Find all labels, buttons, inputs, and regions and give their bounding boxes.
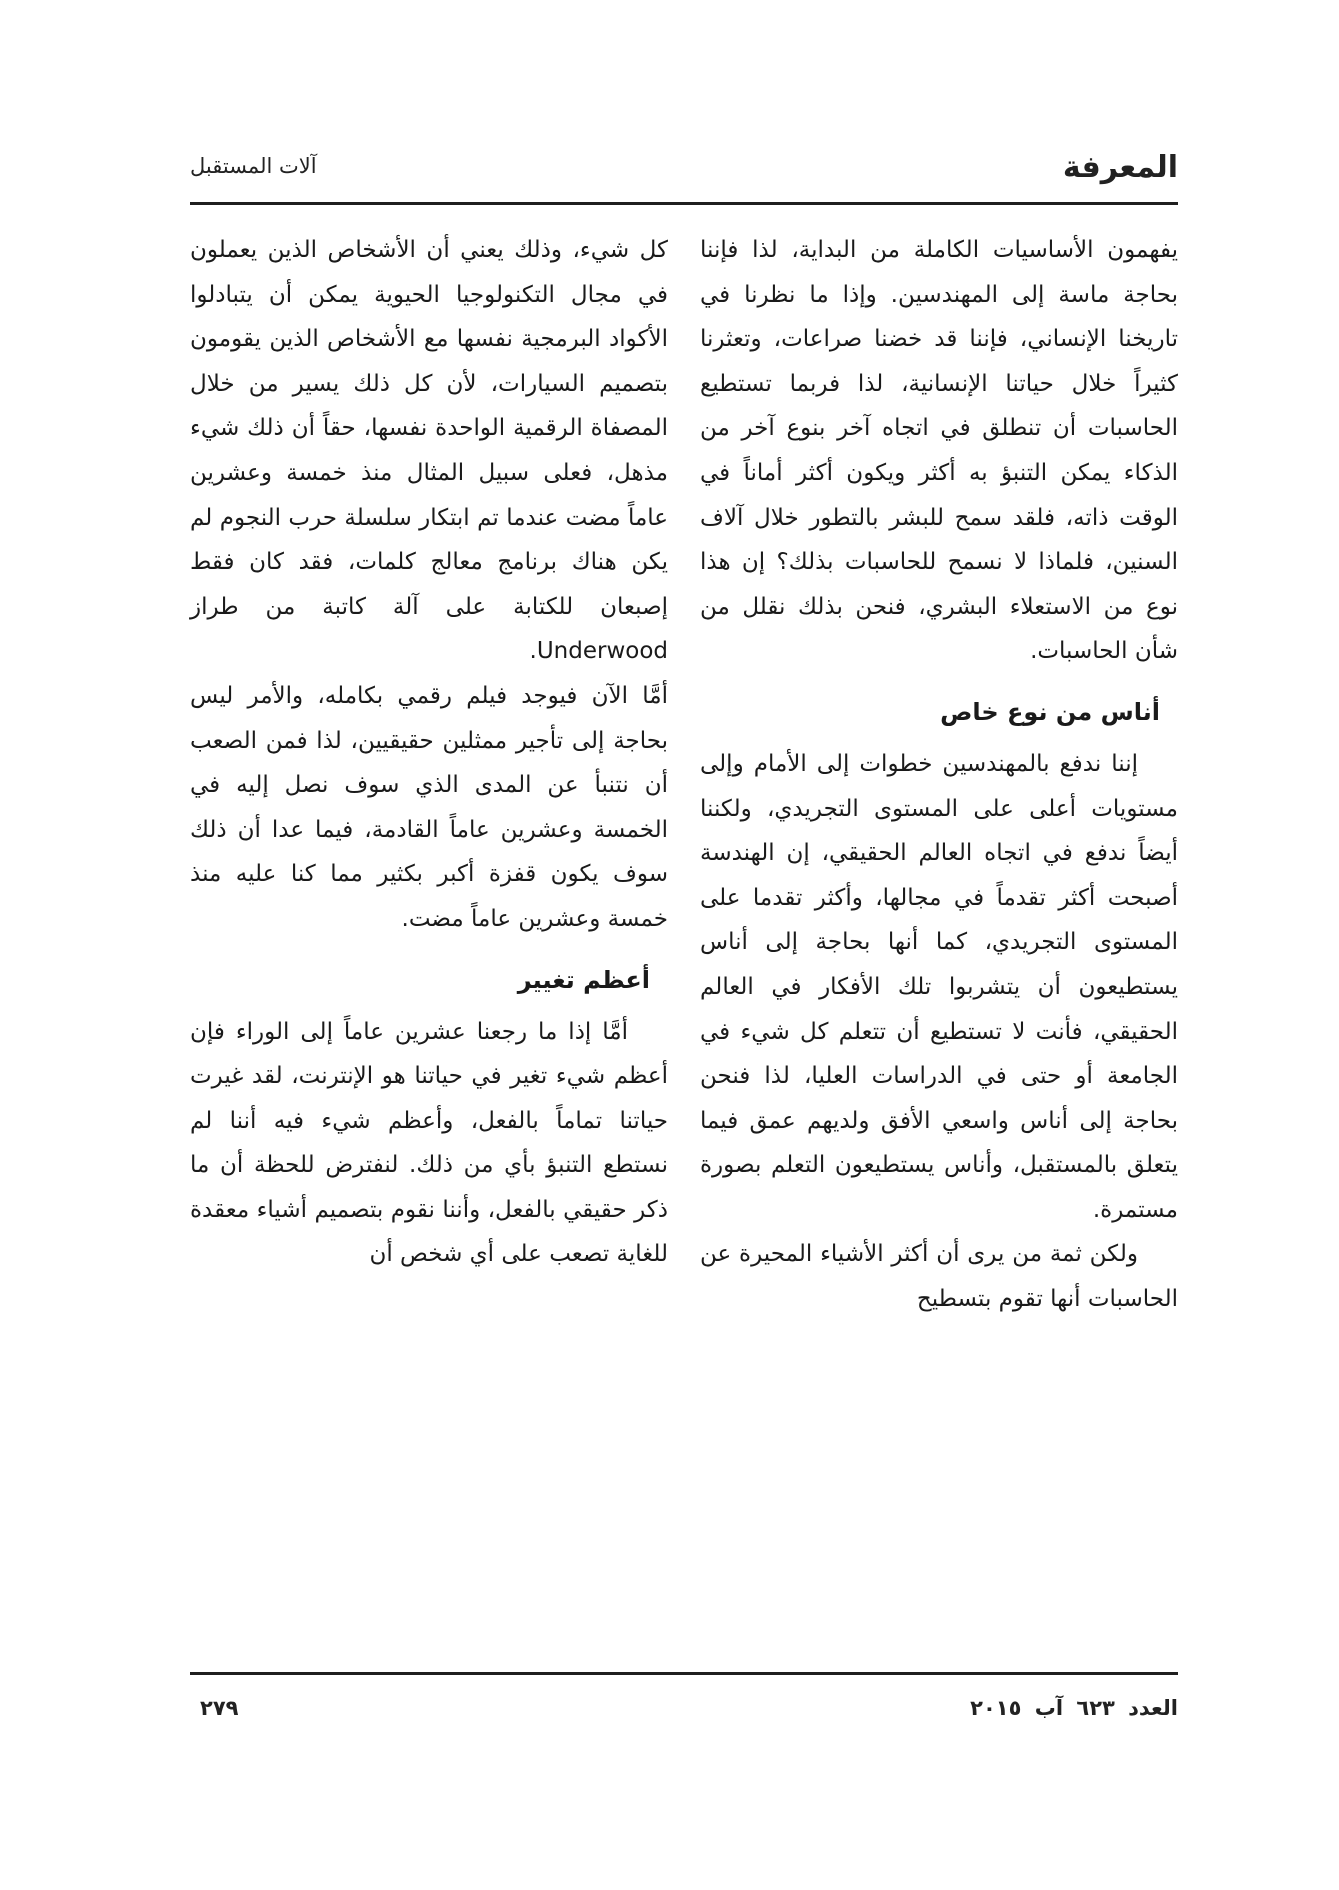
left-column [190, 228, 668, 1277]
paragraph: إننا ندفع بالمهندسين خطوات إلى الأمام وإلى مستويات أعلى على المستوى التجريدي، ولكننا أيضاً ندفع في اتجاه العالم الحقيقي، إن الهندسة أصبحت أكثر تقدماً في مجالها، وأكثر تقدما على المستوى التجريدي، كما أنها بحاجة إلى أناس يستطيعون أن يتشربوا تلك الأفكار في العالم الحقيقي، فأنت لا تستطيع أن تتعلم كل شيء في الجامعة أو حتى في الدراسات العليا، لذا فنحن بحاجة إلى أناس واسعي الأفق ولديهم عمق فيما يتعلق بالمستقبل، وأناس يستطيعون التعلم بصورة مستمرة. [700, 750, 1178, 1223]
right-column [700, 228, 1178, 1322]
paragraph: كل شيء، وذلك يعني أن الأشخاص الذين يعملون في مجال التكنولوجيا الحيوية يمكن أن يتبادلوا الأكواد البرمجية نفسها مع الأشخاص الذين يقومون بتصميم السيارات، لأن كل ذلك يسير من خلال المصفاة الرقمية الواحدة نفسها، حقاً أن ذلك شيء مذهل، فعلى سبيل المثال منذ خمسة وعشرين عاماً مضت عندما تم ابتكار سلسلة حرب النجوم لم يكن هناك برنامج معالج كلمات، فقد كان فقط إصبعان للكتابة على آلة كاتبة من طراز Underwood. [190, 237, 668, 665]
paragraph: يفهمون الأساسيات الكاملة من البداية، لذا فإننا بحاجة ماسة إلى المهندسين. وإذا ما نظرنا في تاريخنا الإنساني، فإننا قد خضنا صراعات، وتعثرنا كثيراً خلال حياتنا الإنسانية، لذا فربما تستطيع الحاسبات أن تنطلق في اتجاه آخر بنوع آخر من الذكاء يمكن التنبؤ به أكثر ويكون أكثر أماناً في الوقت ذاته، فلقد سمح للبشر بالتطور خلال آلاف السنين، فلماذا لا نسمح للحاسبات بذلك؟ إن هذا نوع من الاستعلاء البشري، فنحن بذلك نقلل من شأن الحاسبات. [700, 237, 1178, 665]
running-title: آلات المستقبل [190, 154, 317, 178]
paragraph: أمَّا الآن فيوجد فيلم رقمي بكامله، والأمر ليس بحاجة إلى تأجير ممثلين حقيقيين، لذا فمن الصعب أن نتنبأ عن المدى الذي سوف نصل إليه في الخمسة وعشرين عاماً القادمة، فيما عدا أن ذلك سوف يكون قفزة أكبر بكثير مما كنا عليه منذ خمسة وعشرين عاماً مضت. [190, 682, 668, 932]
page-number: ٢٧٩ [200, 1696, 239, 1720]
section-heading: أعظم تغيير [517, 965, 650, 994]
paragraph: ولكن ثمة من يرى أن أكثر الأشياء المحيرة عن الحاسبات أنها تقوم بتسطيح [700, 1241, 1178, 1313]
header-rule [190, 202, 1178, 205]
issue-info: العدد ٦٢٣ آب ٢٠١٥ [970, 1696, 1178, 1720]
footer-rule [190, 1672, 1178, 1675]
paragraph: أمَّا إذا ما رجعنا عشرين عاماً إلى الوراء فإن أعظم شيء تغير في حياتنا هو الإنترنت، لقد غيرت حياتنا تماماً بالفعل، وأعظم شيء فيه أننا لم نستطع التنبؤ بأي من ذلك. لنفترض للحظة أن ما ذكر حقيقي بالفعل، وأننا نقوم بتصميم أشياء معقدة للغاية تصعب على أي شخص أن [190, 1018, 668, 1268]
page-footer [190, 1696, 1178, 1730]
page-header [190, 150, 1178, 190]
section-heading: أناس من نوع خاص [940, 697, 1160, 726]
magazine-logo: المعرفة [1062, 150, 1178, 185]
